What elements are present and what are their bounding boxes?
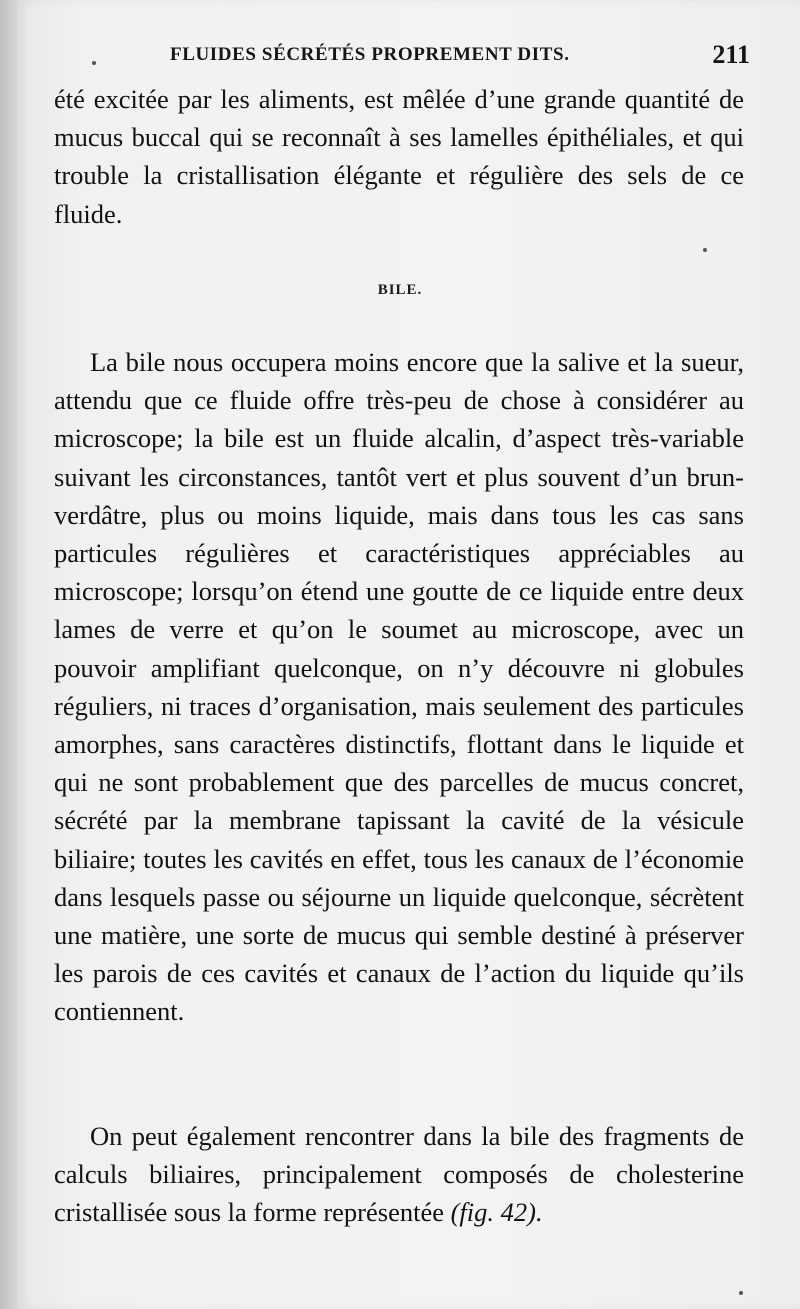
section-heading: BILE. [377, 282, 423, 298]
ink-speck [92, 61, 96, 65]
page-number: 211 [712, 40, 750, 69]
ink-speck [703, 248, 707, 252]
paragraph-fragments-text: On peut également rencontrer dans la bile des fragments de calculs biliaires, principalement composés de cholesterine cristallisée sous la forme représentée [54, 1121, 744, 1228]
paragraph-continued: été excitée par les aliments, est mêlée d’une grande quantité de mucus buccal qui se reconnaît à ses lamelles épithéliales, et qui trouble la cristallisation élégante et régulière des sels de ce fluide. [54, 84, 744, 229]
figure-reference: (fig. 42). [450, 1197, 543, 1228]
page-header [170, 38, 750, 78]
page-edge [0, 0, 18, 1309]
ink-speck [739, 1291, 743, 1295]
running-title: FLUIDES SÉCRÉTÉS PROPREMENT DITS. [170, 44, 570, 65]
paragraph-bile: La bile nous occupera moins encore que la salive et la sueur, attendu que ce fluide offre très-peu de chose à considérer au microscope; la bile est un fluide alcalin, d’aspect très-variable suivant les circonstances, tantôt vert et plus souvent d’un brun-verdâtre, plus ou moins liquide, mais dans tous les cas sans particules régulières et caractéristiques appréciables au microscope; lorsqu’on étend une goutte de ce liquide entre deux lames de verre et qu’on le soumet au microscope, avec un pouvoir amplifiant quelconque, on n’y découvre ni globules réguliers, ni traces d’organisation, mais seulement des particules amorphes, sans caractères distinctifs, flottant dans le liquide et qui ne sont probablement que des parcelles de mucus concret, sécrété par la membrane tapissant la cavité de la vésicule biliaire; toutes les cavités en effet, tous les canaux de l’économie dans lesquels passe ou séjourne un liquide quelconque, sécrètent une matière, une sorte de mucus qui semble destiné à préserver les parois de ces cavités et canaux de l’action du liquide qu’ils contiennent. [54, 347, 744, 1027]
paragraph-fragments [54, 1117, 744, 1232]
